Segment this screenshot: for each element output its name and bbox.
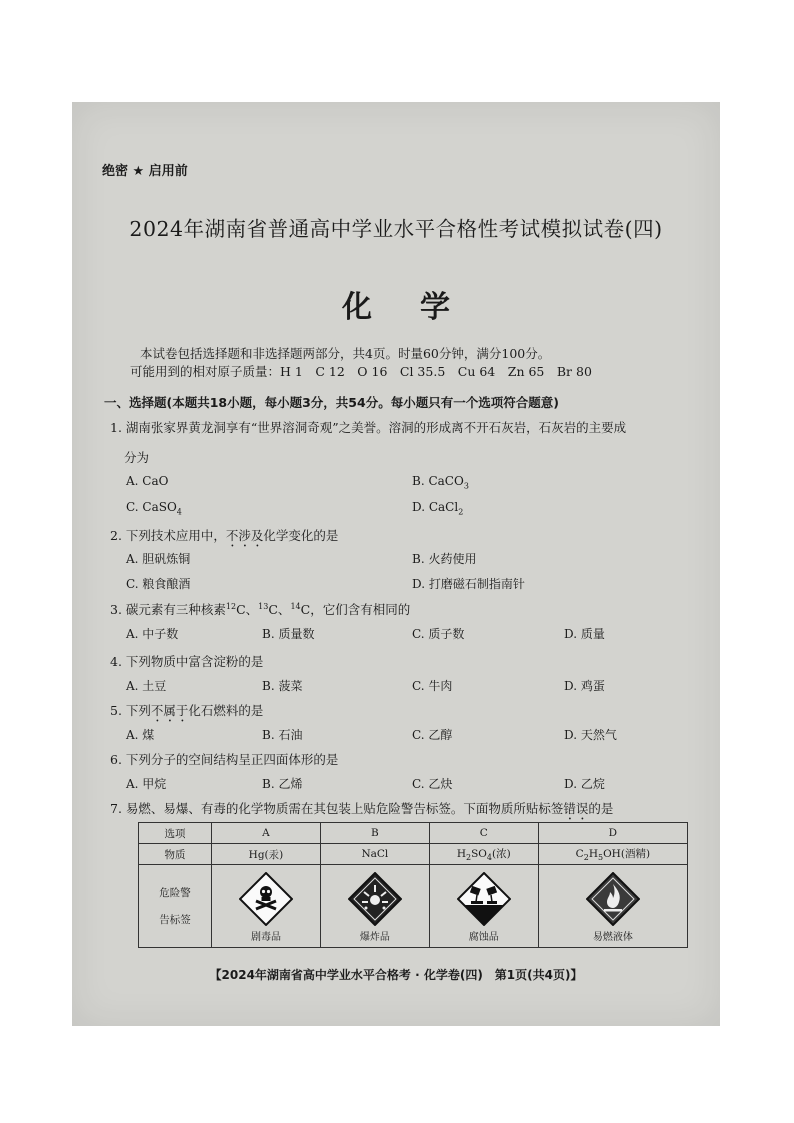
question-6-option-b: B. 乙烯	[262, 777, 303, 791]
question-6-option-d: D. 乙烷	[564, 777, 605, 791]
explosive-diamond-icon	[348, 872, 402, 926]
hazard-sign-c	[429, 865, 538, 948]
hazard-caption-a: 剧毒品	[250, 931, 281, 943]
table-header-a: A	[212, 823, 321, 844]
emphasis-text: 不属于	[150, 703, 189, 718]
question-5-option-a: A. 煤	[126, 728, 155, 742]
confidential-label: 绝密 ★ 启用前	[102, 164, 188, 179]
emphasis-text: 错误	[563, 801, 589, 816]
question-2-option-c: C. 粮食酿酒	[126, 577, 191, 591]
hazard-caption-d: 易燃液体	[592, 931, 633, 943]
exam-title: 2024年湖南省普通高中学业水平合格性考试模拟试卷(四)	[129, 217, 663, 241]
question-4-text: 4. 下列物质中富含淀粉的是	[110, 654, 264, 669]
question-3-text: 3. 碳元素有三种核素$^{12}$C、$^{13}$C、$^{14}$C，它们含有相同的	[110, 601, 411, 617]
question-3-option-d: D. 质量	[564, 627, 605, 641]
hazard-caption-b: 爆炸品	[359, 931, 390, 943]
question-2-text: 2. 下列技术应用中，不涉及化学变化的是	[110, 528, 339, 543]
substance-c: $H_2SO_4$(浓)	[429, 844, 538, 865]
question-7-text: 7. 易燃、易爆、有毒的化学物质需在其包装上贴危险警告标签。下面物质所贴标签错误的是	[110, 801, 614, 816]
table-header-b: B	[320, 823, 429, 844]
question-2-option-a: A. 胆矾炼铜	[126, 552, 191, 566]
question-4-option-c: C. 牛肉	[412, 679, 453, 693]
question-6-text: 6. 下列分子的空间结构呈正四面体形的是	[110, 752, 339, 767]
question-2-option-d: D. 打磨磁石制指南针	[412, 577, 525, 591]
subject-title: 化学	[342, 290, 498, 325]
hazard-sign-b	[320, 865, 429, 948]
question-1-option-c: C. CaSO$_4$	[126, 500, 182, 517]
intro-line-2: 可能用到的相对原子质量：H 1 C 12 O 16 Cl 35.5 Cu 64 Zn 65 Br 80	[130, 364, 592, 379]
question-4-option-a: A. 土豆	[126, 679, 167, 693]
substance-d: $C_2H_5OH$(酒精)	[538, 844, 687, 865]
question-1-option-b: B. CaCO$_3$	[412, 474, 469, 491]
emphasis-text: 不涉及	[225, 528, 264, 543]
question-3-option-a: A. 中子数	[126, 627, 179, 641]
substance-b: NaCl	[320, 844, 429, 865]
toxic-diamond-icon	[239, 872, 293, 926]
question-2-option-b: B. 火药使用	[412, 552, 477, 566]
question-1-option-a: A. CaO	[126, 474, 169, 488]
question-1-text-cont: 分为	[124, 450, 150, 465]
hazard-sign-a	[212, 865, 321, 948]
question-6-option-a: A. 甲烷	[126, 777, 167, 791]
flame-diamond-icon	[586, 872, 640, 926]
hazard-sign-d	[538, 865, 687, 948]
question-5-option-b: B. 石油	[262, 728, 303, 742]
question-1-option-d: D. CaCl$_2$	[412, 500, 464, 517]
section-heading: 一、选择题(本题共18小题，每小题3分，共54分。每小题只有一个选项符合题意)	[104, 395, 559, 410]
table-header-d: D	[538, 823, 687, 844]
question-5-option-d: D. 天然气	[564, 728, 617, 742]
table-header-c: C	[429, 823, 538, 844]
table-header-option: 选项	[139, 823, 212, 844]
hazard-caption-c: 腐蚀品	[468, 931, 499, 943]
row-label-substance: 物质	[139, 844, 212, 865]
question-3-option-c: C. 质子数	[412, 627, 465, 641]
hazard-label-table	[138, 822, 688, 948]
question-5-text: 5. 下列不属于化石燃料的是	[110, 703, 264, 718]
question-1-text: 1. 湖南张家界黄龙洞享有“世界溶洞奇观”之美誉。溶洞的形成离不开石灰岩，石灰岩的主要成	[110, 420, 627, 435]
intro-line-1: 本试卷包括选择题和非选择题两部分，共4页。时量60分钟，满分100分。	[140, 346, 551, 361]
substance-a: Hg(汞)	[212, 844, 321, 865]
corrosive-diamond-icon	[457, 872, 511, 926]
question-4-option-b: B. 菠菜	[262, 679, 303, 693]
row-label-hazard: 危险警 告标签	[139, 865, 212, 948]
question-6-option-c: C. 乙炔	[412, 777, 453, 791]
exam-page	[72, 102, 720, 1026]
question-3-option-b: B. 质量数	[262, 627, 315, 641]
question-5-option-c: C. 乙醇	[412, 728, 453, 742]
question-4-option-d: D. 鸡蛋	[564, 679, 605, 693]
page-footer: 【2024年湖南省高中学业水平合格考 · 化学卷(四) 第1页(共4页)】	[209, 968, 583, 982]
